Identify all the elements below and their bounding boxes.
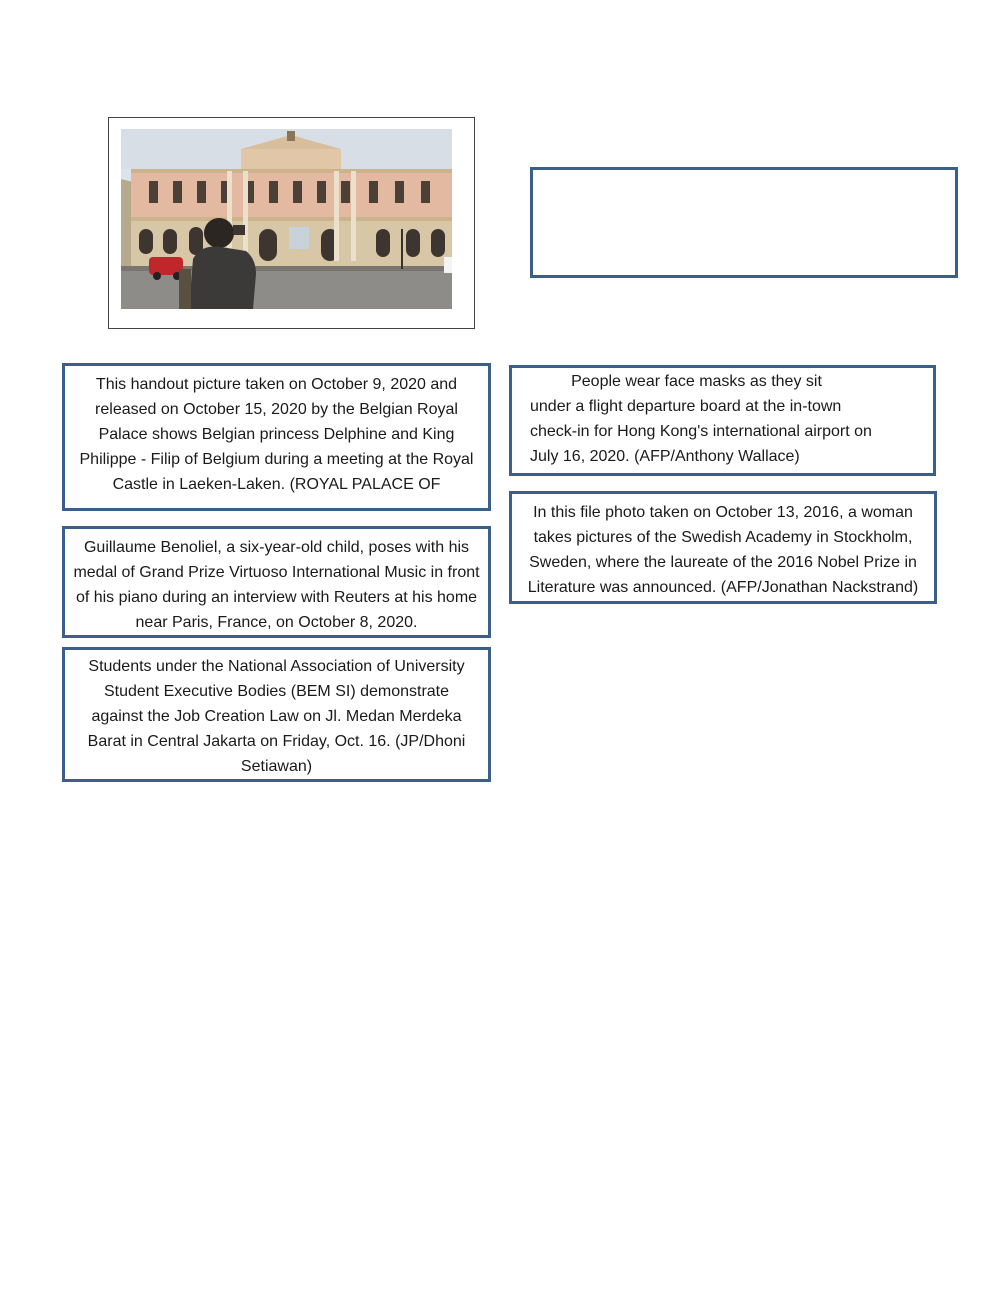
- photo-frame: [108, 117, 475, 329]
- caption-first-line: People wear face masks as they sit: [571, 373, 822, 390]
- empty-drop-box[interactable]: [530, 167, 958, 278]
- caption-text: In this file photo taken on October 13, 2016, a woman takes pictures of the Swedish Academy in Stockholm, Sweden, where the laureate of the 2016 Nobel Prize in Literature was announced. (AFP/Jonathan Nackstrand): [527, 504, 919, 596]
- caption-text: under a flight departure board at the in-town check-in for Hong Kong's international airport on July 16, 2020. (AFP/Anthony Wallace): [530, 398, 872, 465]
- caption-belgian-palace[interactable]: [62, 363, 491, 511]
- caption-guillaume-benoliel[interactable]: [62, 526, 491, 638]
- swedish-academy-photo: [121, 129, 452, 309]
- caption-text: This handout picture taken on October 9, 2020 and released on October 15, 2020 by the Belgian Royal Palace shows Belgian princess Delphine and King Philippe - Filip of Belgium during a meeting at the Royal Castle in Laeken-Laken. (ROYAL PALACE OF: [79, 376, 474, 493]
- caption-text: Students under the National Association of University Student Executive Bodies (BEM SI) demonstrate against the Job Creation Law on Jl. Medan Merdeka Barat in Central Jakarta on Friday, Oct. 16. (JP/Dhoni Setiawan): [87, 658, 466, 775]
- caption-swedish-academy[interactable]: [509, 491, 937, 604]
- caption-students-demonstration[interactable]: [62, 647, 491, 782]
- caption-text: Guillaume Benoliel, a six-year-old child, poses with his medal of Grand Prize Virtuoso International Music in front of his piano during an interview with Reuters at his home near Paris, France, on October 8, 2020.: [73, 539, 480, 631]
- caption-hong-kong-airport[interactable]: [509, 365, 936, 476]
